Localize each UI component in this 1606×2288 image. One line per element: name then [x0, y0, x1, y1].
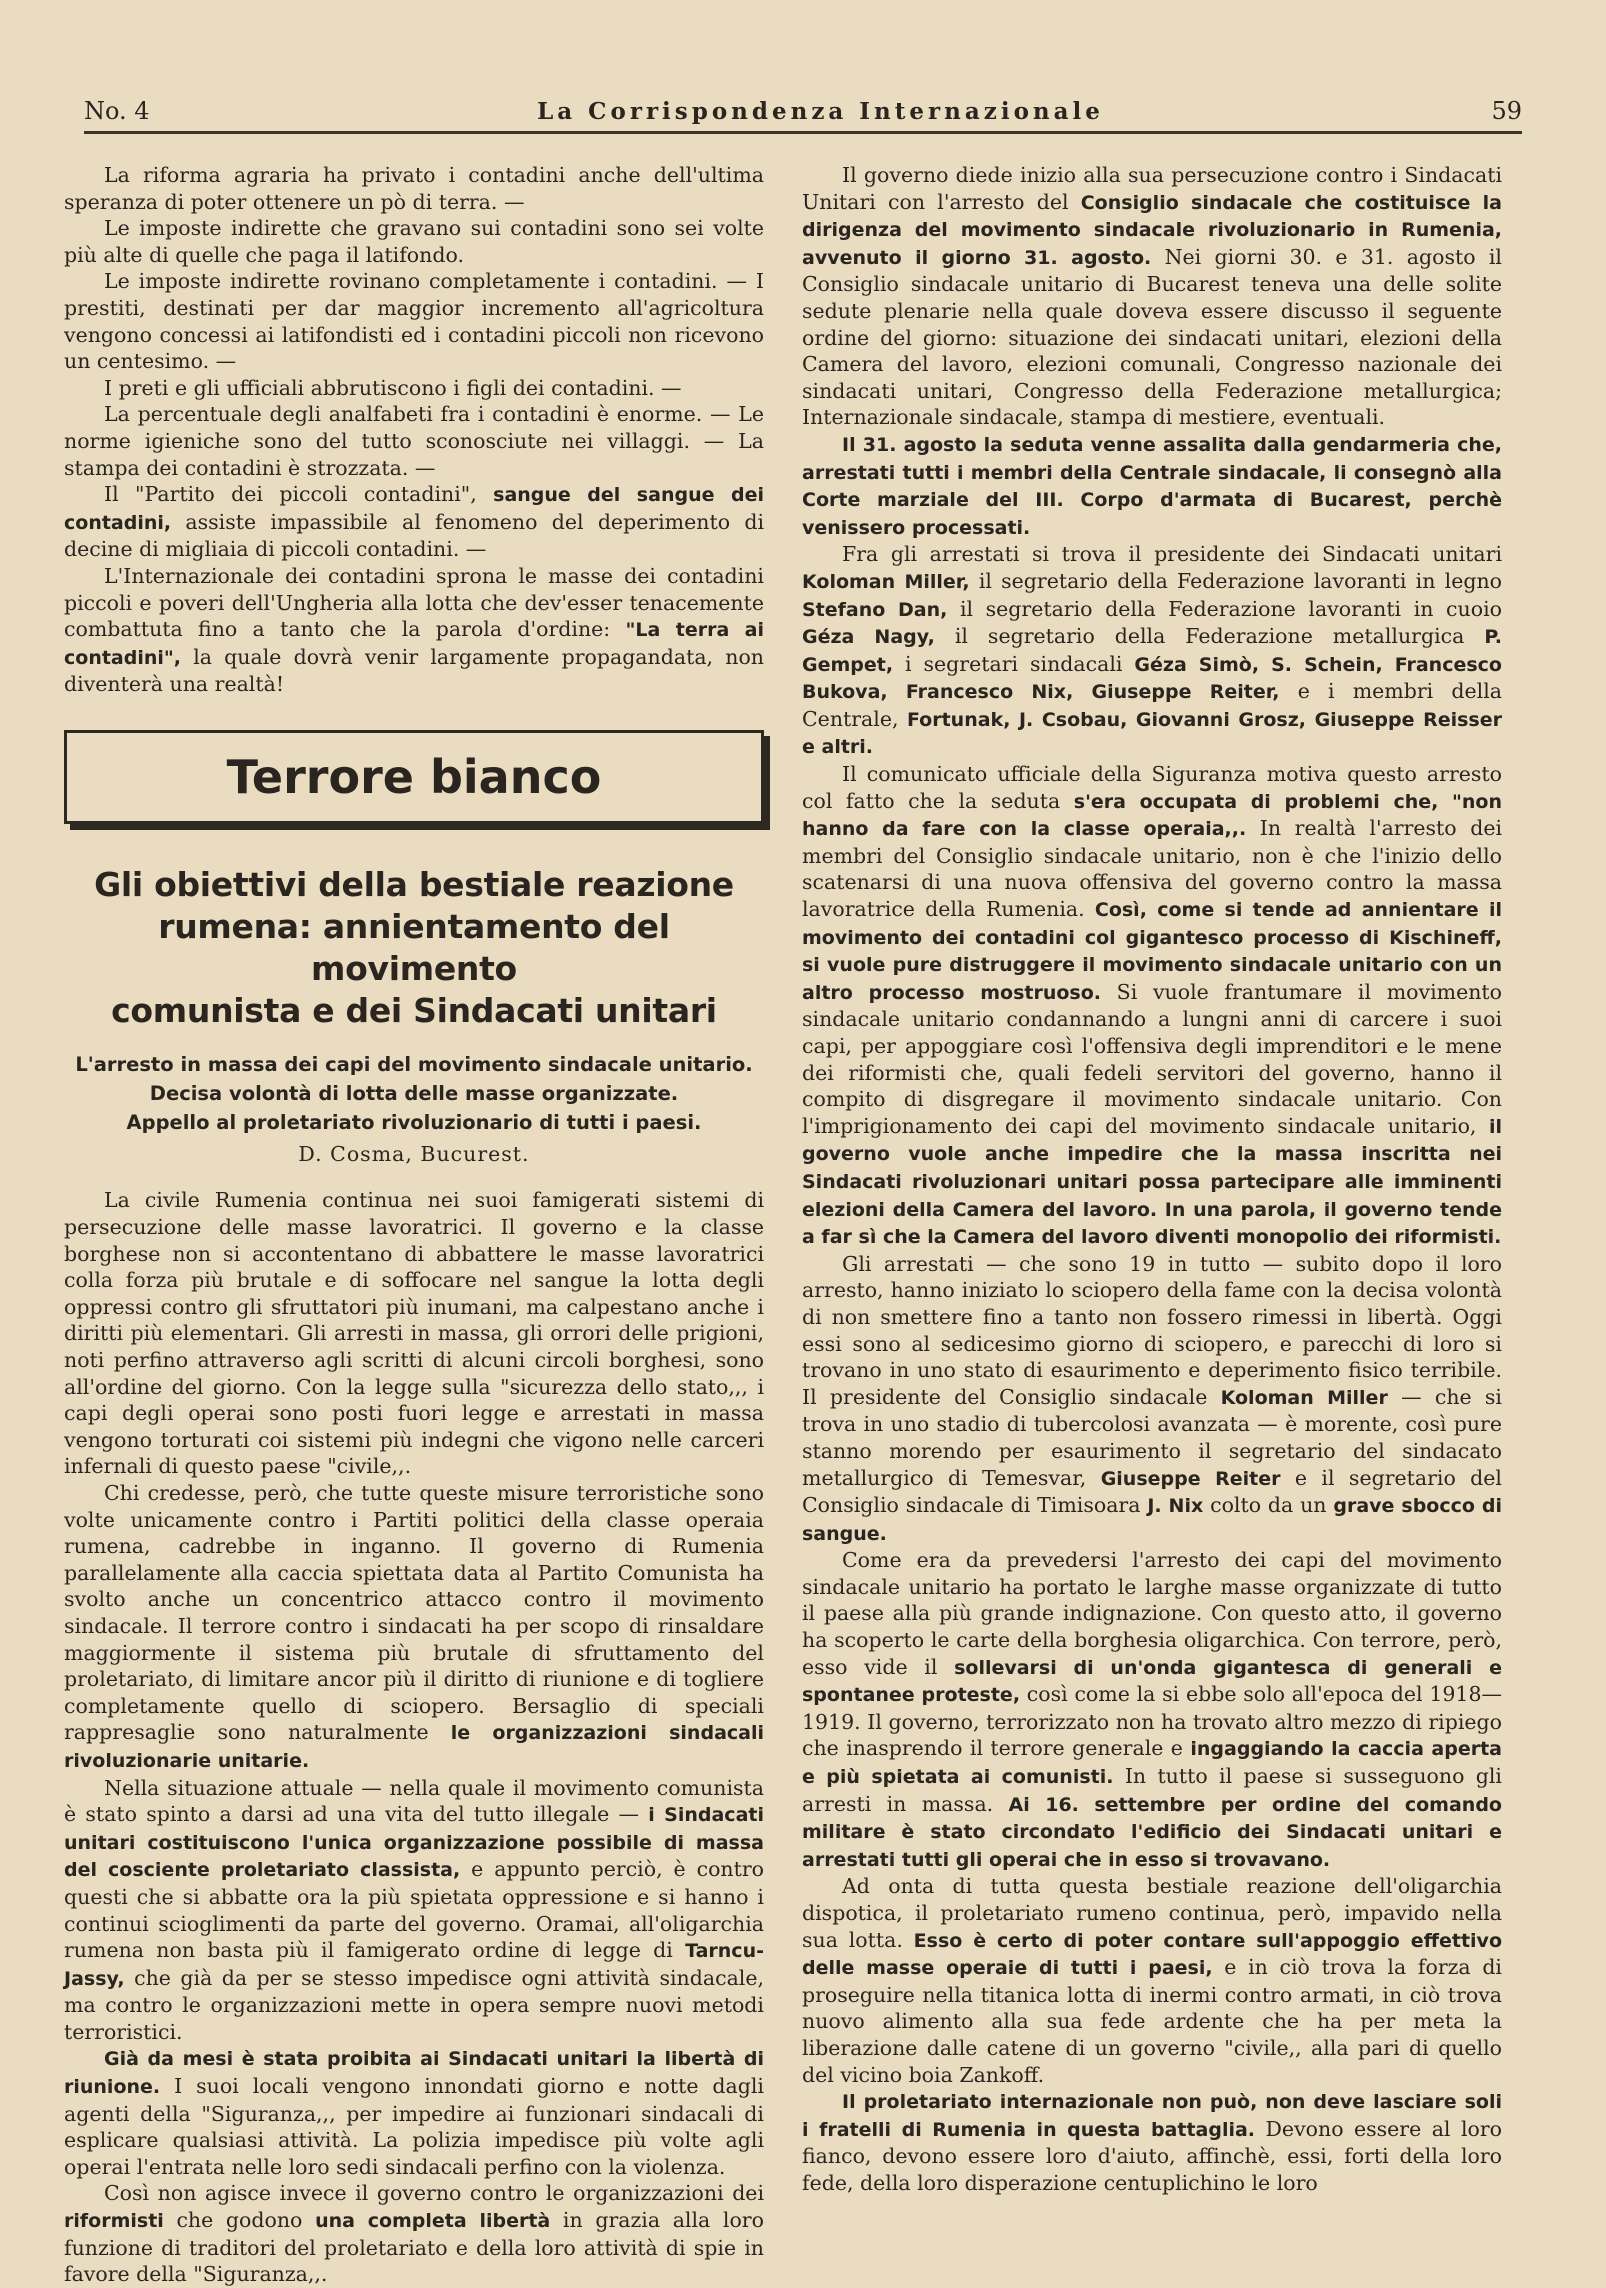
left-column	[64, 162, 764, 2288]
bold-run: P. Gempet,	[802, 626, 1502, 676]
paragraph	[64, 2045, 764, 2180]
journal-title: La Corrispondenza Internazionale	[537, 98, 1104, 125]
bold-run: una completa libertà	[315, 2210, 551, 2233]
paragraph: La percentuale degli analfabeti fra i contadini è enorme. — Le norme igieniche sono del tutto sconosciute nei villaggi. — La stampa dei contadini è strozzata. —	[64, 402, 764, 480]
text-run: Come era da prevedersi l'arresto dei capi del movimento sindacale unitario ha portato le larghe masse organizzate di tutto il paese alla più grande indignazione. Con questo atto, il governo ha scoperto le carte della borghesia oligarchica. Con terrore, però, esso vide il	[802, 1548, 1502, 1679]
issue-number: No. 4	[84, 97, 150, 125]
bold-run: sangue del sangue dei contadini,	[64, 484, 764, 534]
text-run: così come la si ebbe solo all'epoca del 1918—1919. Il governo, terrorizzato non ha trovato altro mezzo di ripiego che inasprendo il terrore generale e	[802, 1682, 1502, 1761]
article-deck	[64, 1050, 764, 1137]
bold-run: Fortunak, J. Csobau, Giovanni Grosz, Giuseppe Reisser e altri.	[802, 708, 1502, 759]
section-title-box	[64, 730, 764, 824]
paragraph	[64, 481, 764, 563]
headline-line: comunista e dei Sindacati unitari	[111, 990, 717, 1030]
text-run: che già da per se stesso impedisce ogni attività sindacale, ma contro le organizzazioni mette in opera sempre nuovi metodi terroristici.	[64, 1965, 764, 2044]
paragraph	[802, 1873, 1502, 2088]
text-run: Il "Partito dei piccoli contadini",	[104, 482, 477, 507]
paragraph	[802, 1547, 1502, 1873]
running-header	[84, 88, 1522, 134]
paragraph	[802, 761, 1502, 1251]
bold-run: Koloman Miller	[1220, 1386, 1388, 1409]
paragraph: Le imposte indirette rovinano completamente i contadini. — I prestiti, destinati per dar maggior incremento all'agricoltura vengono concessi ai latifondisti ed i contadini piccoli non ricevono un centesimo. —	[64, 269, 764, 374]
bold-run: il governo vuole anche impedire che la massa inscritta nei Sindacati rivoluzionari unitari possa partecipare alle imminenti elezioni della Camera del lavoro. In una parola, il governo tende a far sì che la Camera del lavoro diventi monopolio dei riformisti.	[802, 1115, 1502, 1249]
text-run: in grazia alla loro funzione di traditori del proletariato e della loro attività di spie in favore della "Siguranza,,.	[64, 2208, 764, 2287]
paragraph	[802, 1251, 1502, 1548]
page-number: 59	[1491, 97, 1522, 125]
bold-run: sollevarsi di un'onda gigantesca di generali e spontanee proteste,	[802, 1656, 1502, 1707]
paragraph	[802, 2088, 1502, 2196]
right-column	[802, 162, 1502, 2288]
text-run: Nella situazione attuale — nella quale il movimento comunista è stato spinto a darsi ad una vita del tutto illegale —	[64, 1775, 764, 1827]
text-run: In tutto il paese si susseguono gli arresti in massa.	[802, 1764, 1502, 1816]
text-run: la quale dovrà venir largamente propagandata, non diventerà una realtà!	[64, 644, 764, 697]
paragraph	[64, 1775, 764, 2046]
text-run: Ad onta di tutta questa bestiale reazione dell'oligarchia dispotica, il proletariato rumeno continua, però, impavido nella sua lotta.	[802, 1874, 1502, 1952]
text-run: Si vuole frantumare il movimento sindacale unitario condannando a lungni anni di carcere i suoi capi, per appoggiare così l'offensiva degli imprenditori e le mene dei riformisti che, quali fedeli servitori del governo, hanno il compito di disgregare il movimento sindacale unitario. Con l'imprigionamento dei capi del movimento sindacale unitario,	[802, 979, 1502, 1138]
bold-run: Già da mesi è stata proibita ai Sindacati unitari la libertà di riunione.	[64, 2048, 764, 2099]
text-run: e in ciò trova la forza di proseguire nella titanica lotta di inermi contro armati, in ciò trova nuovo alimento alla sua fede ardente che ha per meta la liberazione dalle catene di un governo "civile,, alla pari di quello del vicino boia Zankoff.	[802, 1955, 1502, 2087]
text-run: Devono essere al loro fianco, devono essere loro d'aiuto, affinchè, essi, forti della loro fede, della loro disperazione centuplichino le loro	[802, 2116, 1502, 2195]
two-column-body	[64, 162, 1536, 2288]
bold-run: Ai 16. settembre per ordine del comando militare è stato circondato l'edificio dei Sindacati unitari e arrestati tutti gli operai che in esso si trovavano.	[802, 1793, 1502, 1871]
paragraph	[64, 1480, 764, 1775]
text-run: il segretario della Federazione lavoranti in cuoio	[959, 596, 1502, 621]
bold-run: Il 31. agosto la seduta venne assalita dalla gendarmeria che, arrestati tutti i membri della Centrale sindacale, li consegnò alla Corte marziale del III. Corpo d'armata di Bucarest, perchè venissero processati.	[802, 433, 1502, 539]
paragraph	[802, 541, 1502, 761]
headline-line: rumena: annientamento del movimento	[158, 906, 670, 988]
bold-run: Esso è certo di poter contare sull'appoggio effettivo delle masse operaie di tutti i paesi,	[802, 1929, 1502, 1980]
text-run: Fra gli arrestati si trova il presidente dei Sindacati unitari	[842, 542, 1502, 567]
text-run: In realtà l'arresto dei membri del Consiglio sindacale unitario, non è che l'inizio dello scatenarsi di una nuova offensiva del governo contro la massa lavoratrice della Rumenia.	[802, 816, 1503, 922]
headline-line: Gli obiettivi della bestiale reazione	[94, 864, 734, 904]
text-run: I suoi locali vengono innondati giorno e notte dagli agenti della "Siguranza,,, per impedire ai funzionari sindacali di esplicare qualsiasi attività. La polizia impedisce più volte agli operai l'entrata nelle loro sedi sindacali perfino con la violenza.	[64, 2074, 764, 2179]
text-run: Nei giorni 30. e 31. agosto il Consiglio sindacale unitario di Bucarest teneva una delle solite sedute plenarie nella quale doveva essere discusso il seguente ordine del giorno: situazione dei sindacati unitari, elezioni della Camera del lavoro, elezioni comunali, Congresso nazionale dei sindacati unitari, Congresso della Federazione metallurgica; Internazionale sindacale, stampa di mestiere, eventuali.	[802, 244, 1502, 430]
paragraph: La civile Rumenia continua nei suoi famigerati sistemi di persecuzione delle masse lavoratrici. Il governo e la classe borghese non si accontentano di abbattere le masse lavoratrici colla forza più brutale e di soffocare nel sangue la lotta degli oppressi contro gli sfruttatori più inumani, ma calpestano anche i diritti più elementari. Gli arresti in massa, gli orrori delle prigioni, noti perfino attraverso agli scritti di alcuni circoli borghesi, sono all'ordine del giorno. Con la legge sulla "sicurezza dello stato,,, i capi degli operai sono posti fuori legge e arrestati in massa vengono torturati coi sistemi più indegni che vigono nelle carceri infernali di questo paese "civile,,.	[64, 1188, 764, 1479]
article-headline	[64, 864, 764, 1032]
deck-line: Decisa volontà di lotta delle masse organizzate.	[149, 1081, 679, 1105]
paragraph	[802, 162, 1502, 431]
bold-run: Géza Nagy,	[802, 626, 935, 649]
bold-run: Il proletariato internazionale non può, non deve lasciare soli i fratelli di Rumenia in questa battaglia.	[802, 2091, 1502, 2141]
bold-run: Così, come si tende ad annientare il movimento dei contadini col gigantesco processo di Kischineff, si vuole pure distruggere il movimento sindacale unitario con un altro processo mostruoso.	[802, 899, 1502, 1004]
bold-run: le organizzazioni sindacali rivoluzionarie unitarie.	[64, 1722, 764, 1772]
bold-run: Consiglio sindacale che costituisce la dirigenza del movimento sindacale rivoluzionario in Rumenia, avvenuto il giorno 31. agosto.	[802, 191, 1502, 269]
bold-run: Géza Simò, S. Schein, Francesco Bukova, Francesco Nix, Giuseppe Reiter,	[802, 653, 1502, 704]
text-run: che godono	[176, 2208, 303, 2233]
deck-line: L'arresto in massa dei capi del movimento sindacale unitario.	[75, 1052, 753, 1076]
bold-run: Koloman Miller,	[802, 570, 970, 593]
text-run: L'Internazionale dei contadini sprona le masse dei contadini piccoli e poveri dell'Ungheria alla lotta che dev'esser tenacemente combattuta fino a tanto che la parola d'ordine:	[64, 563, 764, 642]
text-run: Il comunicato ufficiale della Siguranza motiva questo arresto col fatto che la seduta	[802, 762, 1502, 813]
deck-line: Appello al proletariato rivoluzionario di tutti i paesi.	[126, 1110, 702, 1134]
bold-run: s'era occupata di problemi che, "non hanno da fare con la classe operaia,,.	[802, 790, 1502, 841]
bold-run: Giuseppe Reiter	[1100, 1467, 1281, 1490]
paragraph	[64, 2180, 764, 2287]
text-run: colto da un	[1210, 1493, 1327, 1518]
bold-run: Stefano Dan,	[802, 598, 948, 621]
byline: D. Cosma, Bucurest.	[298, 1141, 530, 1166]
paragraph	[64, 563, 764, 698]
text-run: i segretari sindacali	[905, 651, 1123, 676]
paragraph	[802, 431, 1502, 541]
paragraph: Le imposte indirette che gravano sui contadini sono sei volte più alte di quelle che paga il latifondo.	[64, 216, 764, 267]
bold-run: riformisti	[64, 2210, 164, 2233]
text-run: — che si trova in uno stadio di tubercolosi avanzata — è morente, così pure stanno morendo per esaurimento il segretario del sindacato metallurgico di Temesvar,	[802, 1384, 1502, 1490]
text-run: Il governo diede inizio alla sua persecuzione contro i Sindacati Unitari con l'arresto del	[802, 163, 1502, 214]
text-run: e i membri della Centrale,	[802, 679, 1502, 731]
bold-run: "La terra ai contadini",	[64, 619, 764, 669]
text-run: Gli arrestati — che sono 19 in tutto — subito dopo il loro arresto, hanno iniziato lo sciopero della fame con la decisa volontà di non smettere fino a tanto non fossero rimessi in libertà. Oggi essi sono al sedicesimo giorno di sciopero, e parecchi di loro si trovano in uno stato di esaurimento e deperimento fisico terribile. Il presidente del Consiglio sindacale	[802, 1251, 1502, 1409]
section-title: Terrore bianco	[226, 749, 602, 804]
text-run: Chi credesse, però, che tutte queste misure terroristiche sono volte unicamente contro i Partiti politici della classe operaia rumena, cadrebbe in inganno. Il governo di Rumenia parallelamente alla caccia spiettata data al Partito Comunista ha svolto anche un concentrico attacco contro il movimento sindacale. Il terrore contro i sindacati ha per scopo di rinsaldare maggiormente il sistema più brutale di sfruttamento del proletariato, di limitare ancor più il diritto di riunione e di togliere completamente quello di sciopero. Bersaglio di speciali rappresaglie sono naturalmente	[64, 1481, 764, 1745]
text-run: Così non agisce invece il governo contro le organizzazioni dei	[104, 2181, 764, 2206]
text-run: il segretario della Federazione metallurgica	[954, 624, 1465, 649]
paragraph: I preti e gli ufficiali abbrutiscono i figli dei contadini. —	[104, 375, 682, 400]
bold-run: Tarncu-Jassy,	[64, 1940, 764, 1990]
text-run: il segretario della Federazione lavoranti in legno	[978, 568, 1502, 593]
bold-run: i Sindacati unitari costituiscono l'unica organizzazione possibile di massa del cosciente proletariato classista,	[64, 1804, 764, 1882]
text-run: assiste impassibile al fenomeno del deperimento di decine di migliaia di piccoli contadini. —	[64, 509, 764, 562]
text-run: e appunto perciò, è contro questi che si abbatte ora la più spietata oppressione e si hanno i continui scioglimenti da parte del governo. Oramai, all'oligarchia rumena non basta più il famigerato ordine di legge di	[64, 1857, 764, 1963]
bold-run: J. Nix	[1147, 1495, 1204, 1518]
text-run: e il segretario del Consiglio sindacale di Timisoara	[802, 1465, 1502, 1518]
bold-run: grave sbocco di sangue.	[802, 1495, 1502, 1545]
bold-run: ingaggiando la caccia aperta e più spietata ai comunisti.	[802, 1738, 1502, 1789]
paragraph: La riforma agraria ha privato i contadini anche dell'ultima speranza di poter ottenere un pò di terra. —	[64, 163, 764, 214]
